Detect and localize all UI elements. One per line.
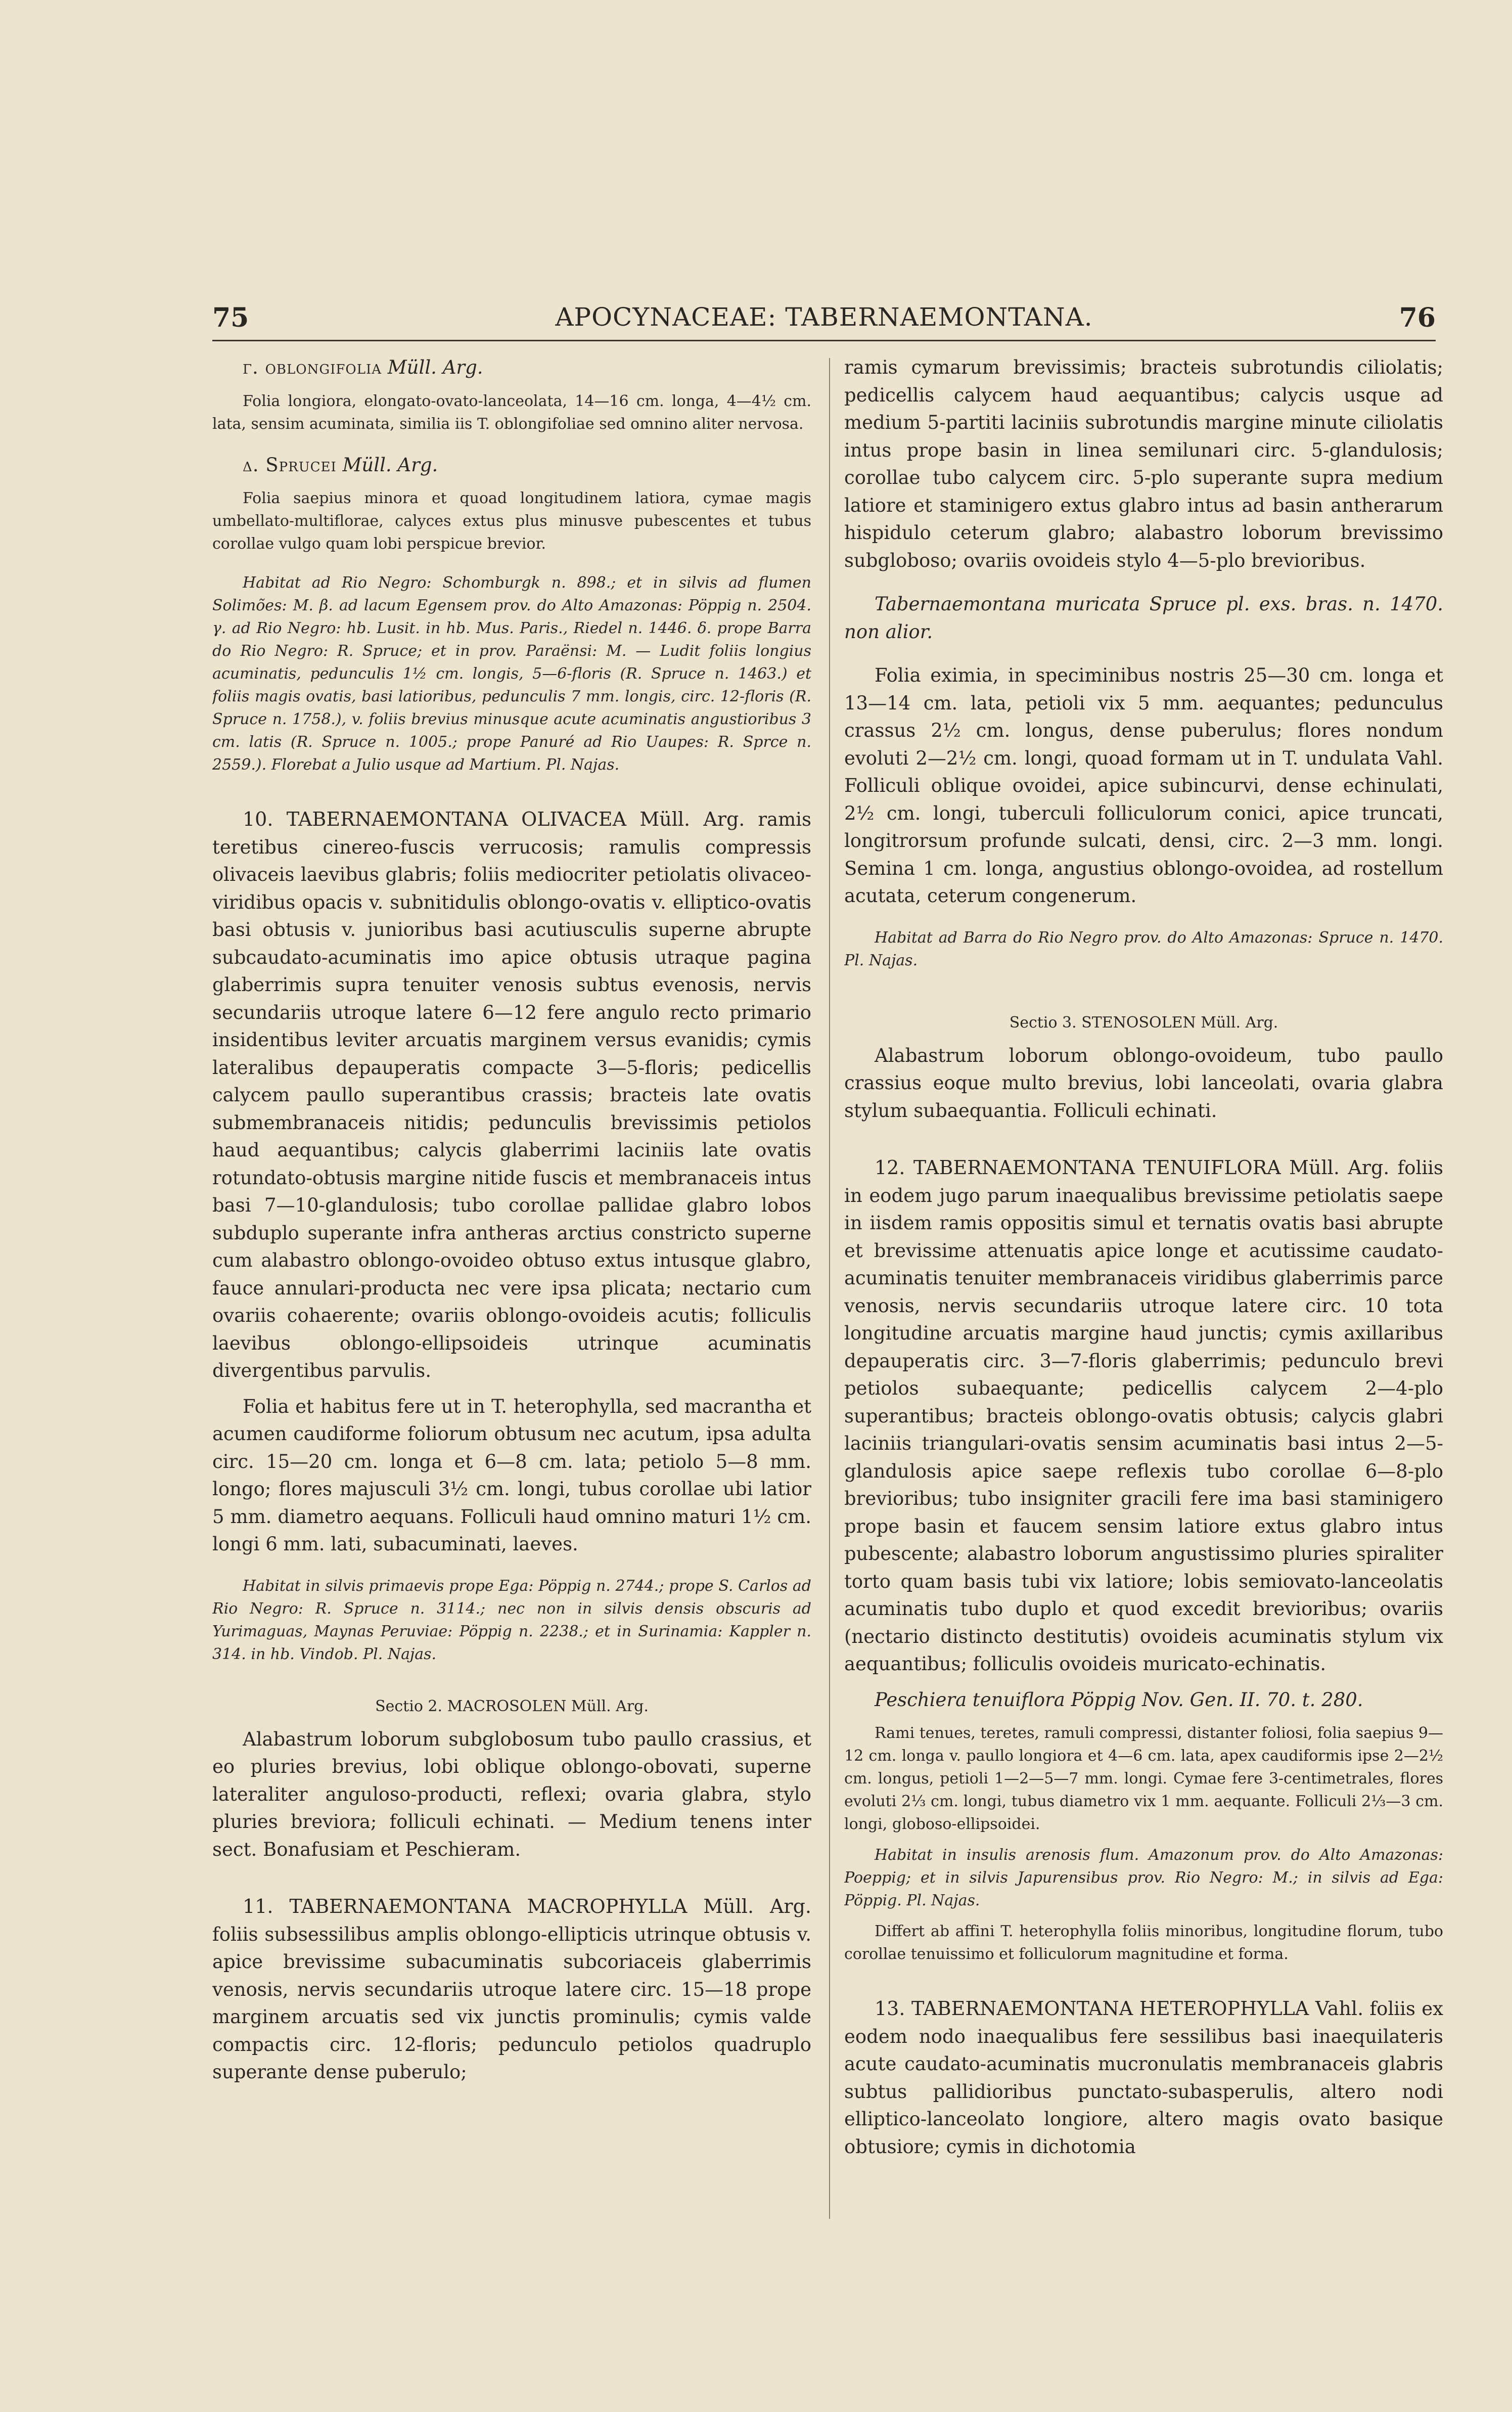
species-11-heading: 11. TABERNAEMONTANA MACROPHYLLA Müll. Arg. <box>243 1895 811 1917</box>
header-rule <box>212 340 1436 341</box>
species-12-synonym: Peschiera tenuiflora Pöppig Nov. Gen. II. 70. t. 280. <box>875 1688 1363 1711</box>
species-12-rami: Rami tenues, teretes, ramuli compressi, distanter foliosi, folia saepius 9—12 cm. longa v. paullo longiora et 4—6 cm. lata, apex caudiformis ipse 2—2½ cm. longus, petioli 1—2—5—7 mm. longi. Cymae fere 3-centimetrales, flores evoluti 2⅓ cm. longi, tubus diametro vix 1 mm. aequante. Folliculi 2⅓—3 cm. longi, globoso-ellipsoidei. <box>844 1724 1443 1833</box>
right-column <box>844 354 1443 2225</box>
species-10-description: 10. TABERNAEMONTANA OLIVACEA Müll. Arg. ramis teretibus cinereo-fuscis verrucosis; ramulis compressis olivaceis laevibus glabris; foliis mediocriter petiolatis olivaceo-viridibus opacis v. subnitidulis oblongo-ovatis v. elliptico-ovatis basi obtusis v. junioribus basi acutiusculis superne abrupte subcaudato-acuminatis imo apice obtusis utraque pagina glaberrimis supra tenuiter venosis subtus evenosis, nervis secundariis utroque latere 6—12 fere angulo recto primario insidentibus leviter arcuatis marginem versus evanidis; cymis lateralibus depauperatis compacte 3—5-floris; pedicellis calycem paullo superantibus crassis; bracteis late ovatis submembranaceis nitidis; pedunculis brevissimis petiolos haud aequantibus; calycis glaberrimi laciniis late ovatis rotundato-obtusis margine nitide fuscis et membranaceis intus basi 7—10-glandulosis; tubo corollae pallidae glabro lobos subduplo superante infra antheras arctius constricto superne cum alabastro oblongo-ovoideo obtuso extus intusque glabro, fauce annulari-producta nec vere ipsa plicata; nectario cum ovariis cohaerente; ovariis oblongo-ovoideis acutis; folliculis laevibus oblongo-ellipsoideis utrinque acuminatis divergentibus parvulis. <box>212 808 811 1381</box>
column-divider <box>829 358 830 2219</box>
running-title: APOCYNACEAE: TABERNAEMONTANA. <box>555 302 1093 332</box>
species-11-description: 11. TABERNAEMONTANA MACROPHYLLA Müll. Arg. foliis subsessilibus amplis oblongo-ellipticis utrinque obtusis v. apice brevissime subacuminatis subcoriaceis glaberrimis venosis, nervis secundariis utroque latere circ. 15—18 prope marginem arcuatis sed vix junctis prominulis; cymis valde compactis circ. 12-floris; pedunculo petiolos quadruplo superante dense puberulo; <box>212 1895 811 2083</box>
section-3-heading: Sectio 3. STENOSOLEN Müll. Arg. <box>1009 1013 1278 1032</box>
species-11-continuation: ramis cymarum brevissimis; bracteis subrotundis ciliolatis; pedicellis calycem haud aequantibus; calycis usque ad medium 5-partiti laciniis subrotundis margine minute ciliolatis intus prope basin in linea semilunari circ. 5-glandulosis; corollae tubo calycem circ. 5-plo superante supra medium latiore et staminigero extus glabro intus ad basin antherarum hispidulo ceterum glabro; alabastro loborum brevissimo subglobosо; ovariis ovoideis stylo 4—5-plo brevioribus. <box>844 356 1443 571</box>
section-2-text: Alabastrum loborum subglobosum tubo paullo crassius, et eo pluries brevius, lobi oblique oblongo-obovati, superne lateraliter anguloso-producti, reflexi; ovaria glabra, stylo pluries breviora; folliculi echinati. — Medium tenens inter sect. Bonafusiam et Peschieram. <box>212 1728 811 1860</box>
species-12-heading: 12. TABERNAEMONTANA TENUIFLORA Müll. Arg. <box>875 1156 1390 1179</box>
species-10-heading: 10. TABERNAEMONTANA OLIVACEA Müll. Arg. <box>243 808 745 830</box>
species-10-folia: Folia et habitus fere ut in T. heterophylla, sed macrantha et acumen caudiforme foliorum obtusum nec acutum, ipsa adulta circ. 15—20 cm. longa et 6—8 cm. lata; petiolo 5—8 mm. longo; flores majusculi 3½ cm. longi, tubus corollae ubi latior 5 mm. diametro aequans. Folliculi haud omnino maturi 1½ cm. longi 6 mm. lati, subacuminati, laeves. <box>212 1395 811 1555</box>
species-12-habitat: Habitat in insulis arenosis flum. Amazonum prov. do Alto Amazonas: Poeppig; et in silvis Japurensibus prov. Rio Negro: M.; in silvis ad Ega: Pöppig. Pl. Najas. <box>844 1846 1443 1909</box>
variety-delta-heading: δ. Sprucei Müll. Arg. <box>243 454 438 476</box>
habitat-species-9: Habitat ad Rio Negro: Schomburgk n. 898.; et in silvis ad flumen Solimões: M. β. ad lacum Egensem prov. do Alto Amazonas: Pöppig n. 2504. γ. ad Rio Negro: hb. Lusit. in hb. Mus. Paris., Riedel n. 1446. δ. prope Barra do Rio Negro: R. Spruce; et in prov. Paraënsi: M. — Ludit foliis longius acuminatis, pedunculis 1½ cm. longis, 5—6-floris (R. Spruce n. 1463.) et foliis magis ovatis, basi latioribus, pedunculis 7 mm. longis, circ. 12-floris (R. Spruce n. 1758.), v. foliis brevius minusque acute acuminatis angustioribus 3 cm. latis (R. Spruce n. 1005.; prope Panuré ad Rio Uaupes: R. Sprce n. 2559.). Florebat a Julio usque ad Martium. Pl. Najas. <box>212 574 811 774</box>
species-11-folia: Folia eximia, in speciminibus nostris 25—30 cm. longa et 13—14 cm. lata, petioli vix 5 mm. aequantes; pedunculus crassus 2½ cm. longus, dense puberulus; flores nondum evoluti 2—2½ cm. longi, quoad formam ut in T. undulata Vahl. Folliculi oblique ovoidei, apice subincurvi, dense echinulati, 2½ cm. longi, tuberculi folliculorum conici, apice truncati, longitrorsum profunde sulcati, densi, circ. 2—3 mm. longi. Semina 1 cm. longa, angustius oblongo-ovoidea, ad rostellum acutata, ceterum congenerum. <box>844 664 1443 907</box>
species-11-synonym: Tabernaemontana muricata Spruce pl. exs. bras. n. 1470. non alior. <box>844 593 1443 643</box>
species-13-description: 13. TABERNAEMONTANA HETEROPHYLLA Vahl. foliis ex eodem nodo inaequalibus fere sessilibus basi inaequilateris acute caudato-acuminatis mucronulatis membranaceis glabris subtus pallidioribus punctato-subasperulis, altero nodi elliptico-lanceolato longiore, altero magis ovato basique obtusiore; cymis in dichotomia <box>844 1997 1443 2158</box>
variety-gamma-text: Folia longiora, elongato-ovato-lanceolata, 14—16 cm. longa, 4—4½ cm. lata, sensim acuminata, similia iis T. oblongifoliae sed omnino aliter nervosa. <box>212 392 811 433</box>
species-11-habitat: Habitat ad Barra do Rio Negro prov. do Alto Amazonas: Spruce n. 1470. Pl. Najas. <box>844 928 1443 969</box>
page-number-right: 76 <box>1399 302 1436 333</box>
variety-gamma-heading: γ. oblongifolia Müll. Arg. <box>243 356 483 378</box>
species-10-habitat: Habitat in silvis primaevis prope Ega: Pöppig n. 2744.; prope S. Carlos ad Rio Negro: R. Spruce n. 3114.; nec non in silvis densis obscuris ad Yurimaguas, Maynas Peruviae: Pöppig n. 2238.; et in Surinamia: Kappler n. 314. in hb. Vindob. Pl. Najas. <box>212 1577 811 1663</box>
species-12-description: 12. TABERNAEMONTANA TENUIFLORA Müll. Arg. foliis in eodem jugo parum inaequalibus brevissime petiolatis saepe in iisdem ramis oppositis simul et ternatis ovatis basi abrupte et brevissime attenuatis apice longe et acutissime caudato-acuminatis tenuiter membranaceis viridibus glaberrimis parce venosis, nervis secundariis utroque latere circ. 10 tota longitudine arcuatis margine haud junctis; cymis axillaribus depauperatis circ. 3—7-floris glaberrimis; pedunculo brevi petiolos subaequante; pedicellis calycem 2—4-plo superantibus; bracteis oblongo-ovatis obtusis; calycis glabri laciniis triangulari-ovatis sensim acuminatis basi intus 2—5-glandulosis apice saepe reflexis tubo corollae 6—8-plo brevioribus; tubo insigniter gracili fere ima basi staminigero prope basin et faucem sensim latiore extus glabro intus pubescente; alabastro loborum angustissimo pluries spiraliter torto quam basis tubi vix latiore; lobis semiovato-lanceolatis acuminatis tubo duplo et quod excedit brevioribus; ovariis (nectario distincto destitutis) ovoideis acuminatis stylum vix aequantibus; folliculis ovoideis muricato-echinatis. <box>844 1156 1443 1675</box>
left-column <box>212 354 811 2225</box>
section-2-heading: Sectio 2. MACROSOLEN Müll. Arg. <box>375 1697 649 1715</box>
species-13-heading: 13. TABERNAEMONTANA HETEROPHYLLA Vahl. <box>875 1997 1364 2020</box>
page-header <box>212 302 1436 343</box>
page-number-left: 75 <box>212 302 249 333</box>
species-12-differt: Differt ab affini T. heterophylla foliis minoribus, longitudine florum, tubo corollae tenuissimo et folliculorum magnitudine et forma. <box>844 1923 1443 1963</box>
section-3-text: Alabastrum loborum oblongo-ovoideum, tubo paullo crassius eoque multo brevius, lobi lanceolati, ovaria glabra stylum subaequantia. Folliculi echinati. <box>844 1044 1443 1122</box>
variety-delta-text: Folia saepius minora et quoad longitudinem latiora, cymae magis umbellato-multiflorae, calyces extus plus minusve pubescentes et tubus corollae vulgo quam lobi perspicue brevior. <box>212 489 811 553</box>
